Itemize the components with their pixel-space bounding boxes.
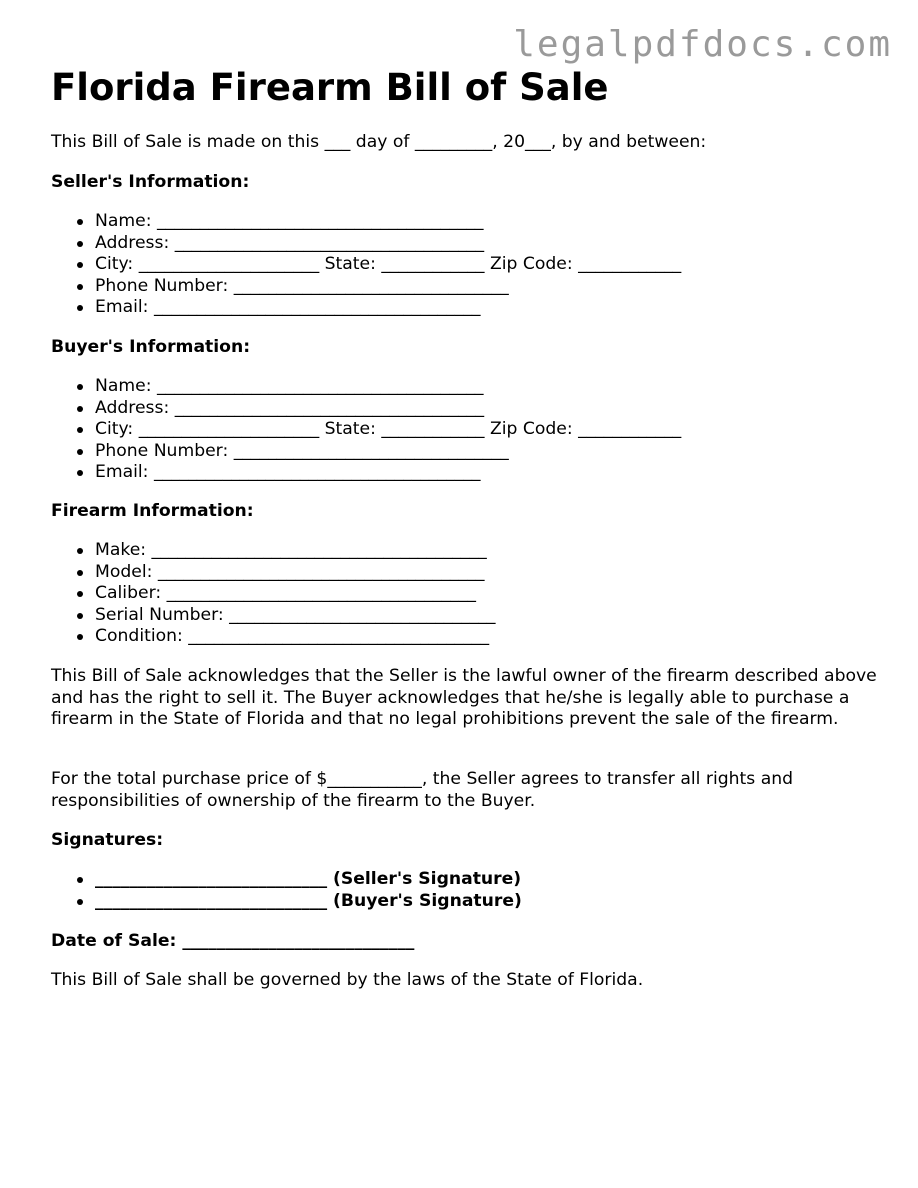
acknowledgment-paragraph: This Bill of Sale acknowledges that the Seller is the lawful owner of the firearm described above and has the right to sell it. The Buyer acknowledges that he/she is legally able to purchase a firearm in the State of Florida and that no legal prohibitions prevent the sale of the firearm. <box>51 666 877 730</box>
document-title: Florida Firearm Bill of Sale <box>51 66 609 109</box>
purchase-price-paragraph: For the total purchase price of $___________, the Seller agrees to transfer all rights and responsibilities of ownership of the firearm to the Buyer. <box>51 769 794 811</box>
buyer-name-field: Name: ______________________________________ <box>51 376 681 398</box>
seller-heading: Seller's Information: <box>51 172 250 192</box>
firearm-model-field: Model: ______________________________________ <box>51 562 496 584</box>
buyer-signature-line: ___________________________ (Buyer's Signature) <box>51 891 522 913</box>
seller-email-field: Email: ______________________________________ <box>51 297 681 319</box>
firearm-condition-field: Condition: ___________________________________ <box>51 626 496 648</box>
watermark-logo: legalpdfdocs.com <box>513 24 892 65</box>
firearm-heading: Firearm Information: <box>51 501 254 521</box>
signatures-list <box>51 869 522 912</box>
seller-signature-line: ___________________________ (Seller's Signature) <box>51 869 522 891</box>
buyer-fields-list <box>51 376 681 484</box>
date-of-sale-field: Date of Sale: ___________________________ <box>51 931 415 951</box>
buyer-email-field: Email: ______________________________________ <box>51 462 681 484</box>
firearm-fields-list <box>51 540 496 648</box>
seller-city-state-zip-field: City: _____________________ State: ____________ Zip Code: ____________ <box>51 254 681 276</box>
buyer-city-state-zip-field: City: _____________________ State: ____________ Zip Code: ____________ <box>51 419 681 441</box>
seller-phone-field: Phone Number: ________________________________ <box>51 276 681 298</box>
buyer-heading: Buyer's Information: <box>51 337 251 357</box>
signatures-heading: Signatures: <box>51 830 164 850</box>
governing-law-text: This Bill of Sale shall be governed by the laws of the State of Florida. <box>51 970 644 990</box>
intro-text: This Bill of Sale is made on this ___ day of _________, 20___, by and between: <box>51 132 707 152</box>
firearm-serial-field: Serial Number: _______________________________ <box>51 605 496 627</box>
seller-name-field: Name: ______________________________________ <box>51 211 681 233</box>
firearm-make-field: Make: _______________________________________ <box>51 540 496 562</box>
firearm-caliber-field: Caliber: ____________________________________ <box>51 583 496 605</box>
buyer-phone-field: Phone Number: ________________________________ <box>51 441 681 463</box>
seller-fields-list <box>51 211 681 319</box>
buyer-address-field: Address: ____________________________________ <box>51 398 681 420</box>
seller-address-field: Address: ____________________________________ <box>51 233 681 255</box>
